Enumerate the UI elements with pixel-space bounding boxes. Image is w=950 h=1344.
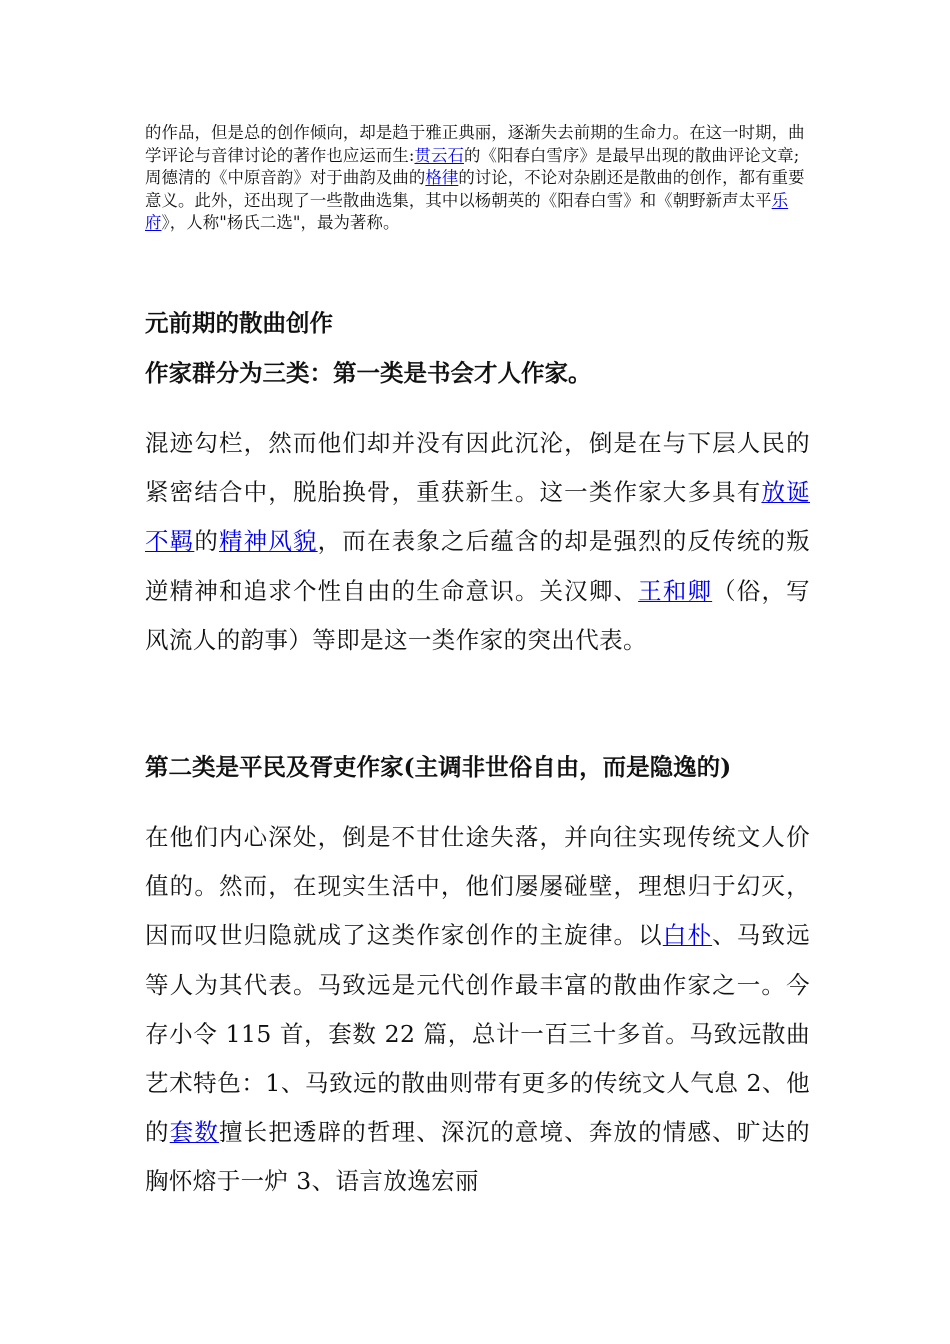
para2-text-3: 擅长把透辟的哲理、深沉的意境、奔放的情感、旷达的胸怀熔于一炉 3、语言放逸宏丽 xyxy=(145,1118,811,1196)
intro-text-3: 的讨论，不论对杂剧还是散曲的创作，都有重要意义。此外，还出现了一些散曲选集，其中以杨朝英的《阳春白雪》和《朝野新声太平 xyxy=(145,168,805,210)
intro-text-1: 的作品，但是总的创作倾向，却是趋于雅正典丽，逐渐失去前期的生命力。在这一时期，曲学评论与音律讨论的著作也应运而生: xyxy=(145,123,805,165)
section-heading-second-category: 第二类是平民及胥吏作家(主调非世俗自由，而是隐逸的) xyxy=(145,753,732,781)
intro-text-4: 》，人称"杨氏二选"，最为著称。 xyxy=(161,213,400,233)
para2-text-2: 、马致远等人为其代表。马致远是元代创作最丰富的散曲作家之一。今存小令 115 首，套数 22 篇，总计一百三十多首。马致远散曲艺术特色：1、马致远的散曲则带有更多的传统文人气息 2、他的 xyxy=(145,921,810,1147)
para1-text-4: （俗，写风流人的韵事）等即是这一类作家的突出代表。 xyxy=(145,576,811,654)
link-guan-yunshi[interactable]: 贯云石 xyxy=(414,145,464,165)
document-page xyxy=(145,122,811,1196)
link-wang-heqing[interactable]: 王和卿 xyxy=(638,576,713,605)
paragraph-first-category xyxy=(145,419,810,665)
section-heading-early-sanqu: 元前期的散曲创作 xyxy=(145,309,333,337)
para1-text-2: 的 xyxy=(194,527,219,556)
para1-text-3: ，而在表象之后蕴含的却是强烈的反传统的叛逆精神和追求个性自由的生命意识。关汉卿、 xyxy=(145,527,811,605)
intro-paragraph xyxy=(145,122,810,235)
link-jingshen-fengmao[interactable]: 精神风貌 xyxy=(219,527,318,556)
link-fangdan-buji[interactable]: 放诞不羁 xyxy=(145,478,810,556)
paragraph-second-category xyxy=(145,813,810,1207)
para1-text-1: 混迹勾栏，然而他们却并没有因此沉沦，倒是在与下层人民的紧密结合中，脱胎换骨，重获新生。这一类作家大多具有 xyxy=(145,429,810,507)
link-bai-pu[interactable]: 白朴 xyxy=(662,921,713,950)
link-yuefu[interactable]: 乐府 xyxy=(145,190,789,233)
link-taoshu[interactable]: 套数 xyxy=(169,1118,219,1147)
intro-text-2: 的《阳春白雪序》是最早出现的散曲评论文章;周德清的《中原音韵》对于曲韵及曲的 xyxy=(145,145,800,188)
link-gelv[interactable]: 格律 xyxy=(425,168,459,188)
para2-text-1: 在他们内心深处，倒是不甘仕途失落，并向往实现传统文人价值的。然而，在现实生活中，他们屡屡碰壁，理想归于幻灭，因而叹世归隐就成了这类作家创作的主旋律。以 xyxy=(145,823,810,950)
section-heading-first-category: 作家群分为三类：第一类是书会才人作家。 xyxy=(145,359,592,387)
